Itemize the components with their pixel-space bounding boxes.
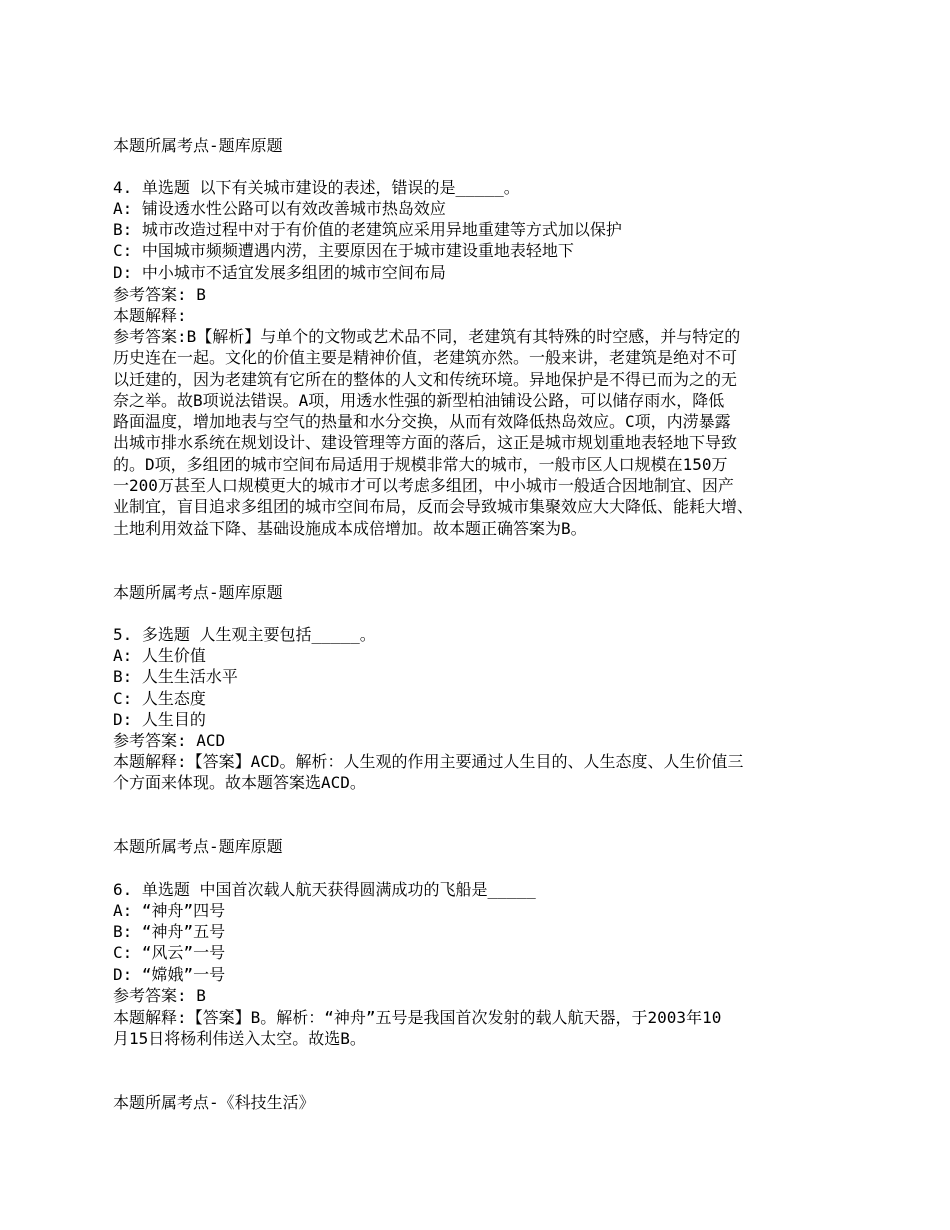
explanation-line: 以迁建的，因为老建筑有它所在的整体的人文和传统环境。异地保护是不得已而为之的无: [113, 369, 738, 389]
question-5-stem: 5. 多选题 人生观主要包括_____。: [113, 625, 376, 644]
topic-label: 本题所属考点-《科技生活》: [113, 1093, 315, 1112]
question-6-option-b: B: “神舟”五号: [113, 922, 226, 941]
question-5-option-a: A: 人生价值: [113, 646, 206, 665]
question-4-option-c: C: 中国城市频频遭遇内涝，主要原因在于城市建设重地表轻地下: [113, 241, 574, 260]
question-4-answer: 参考答案: B: [113, 285, 206, 304]
explanation-line: 参考答案:B【解析】与单个的文物或艺术品不同，老建筑有其特殊的时空感，并与特定的: [113, 327, 741, 346]
question-4-explanation-label: 本题解释:: [113, 306, 187, 325]
explanation-line: 个方面来体现。故本题答案选ACD。: [113, 773, 366, 793]
explanation-line: 本题解释:【答案】ACD。解析：人生观的作用主要通过人生目的、人生态度、人生价值三: [113, 752, 744, 771]
explanation-line: 土地利用效益下降、基础设施成本成倍增加。故本题正确答案为B。: [113, 518, 587, 538]
explanation-line: 路面温度，增加地表与空气的热量和水分交换，从而有效降低热岛效应。C项，内涝暴露: [113, 412, 731, 432]
question-4-option-b: B: 城市改造过程中对于有价值的老建筑应采用异地重建等方式加以保护: [113, 220, 622, 239]
explanation-line: 本题解释:【答案】B。解析：“神舟”五号是我国首次发射的载人航天器，于2003年10: [113, 1008, 722, 1027]
explanation-line: 月15日将杨利伟送入太空。故选B。: [113, 1029, 366, 1049]
topic-label: 本题所属考点-题库原题: [113, 837, 283, 856]
explanation-line: 历史连在一起。文化的价值主要是精神价值，老建筑亦然。一般来讲，老建筑是绝对不可: [113, 348, 738, 368]
explanation-line: 奈之举。故B项说法错误。A项，用透水性强的新型柏油铺设公路，可以储存雨水，降低: [113, 390, 725, 410]
question-4-explanation: [113, 326, 853, 539]
question-4-stem: 4. 单选题 以下有关城市建设的表述，错误的是_____。: [113, 178, 520, 197]
question-6-answer: 参考答案: B: [113, 986, 206, 1005]
question-4-option-d: D: 中小城市不适宜发展多组团的城市空间布局: [113, 263, 446, 282]
question-5-option-d: D: 人生目的: [113, 710, 206, 729]
explanation-line: 业制宜，盲目追求多组团的城市空间布局，反而会导致城市集聚效应大大降低、能耗大增、: [113, 497, 754, 517]
question-6-option-c: C: “风云”一号: [113, 943, 226, 962]
question-5-option-b: B: 人生生活水平: [113, 667, 238, 686]
question-5-explanation: [113, 751, 853, 794]
question-6-stem: 6. 单选题 中国首次载人航天获得圆满成功的飞船是_____: [113, 880, 536, 899]
topic-label: 本题所属考点-题库原题: [113, 583, 283, 602]
explanation-line: 一200万甚至人口规模更大的城市才可以考虑多组团，中小城市一般适合因地制宜、因产: [113, 476, 734, 496]
question-6-option-d: D: “嫦娥”一号: [113, 965, 226, 984]
explanation-line: 的。D项，多组团的城市空间布局适用于规模非常大的城市，一般市区人口规模在150万: [113, 454, 728, 474]
question-6-explanation: [113, 1007, 853, 1050]
question-6-option-a: A: “神舟”四号: [113, 901, 226, 920]
question-4-option-a: A: 铺设透水性公路可以有效改善城市热岛效应: [113, 199, 446, 218]
question-5-answer: 参考答案: ACD: [113, 731, 226, 750]
question-5-option-c: C: 人生态度: [113, 689, 206, 708]
topic-label: 本题所属考点-题库原题: [113, 136, 283, 155]
explanation-line: 出城市排水系统在规划设计、建设管理等方面的落后，这正是城市规划重地表轻地下导致: [113, 433, 738, 453]
